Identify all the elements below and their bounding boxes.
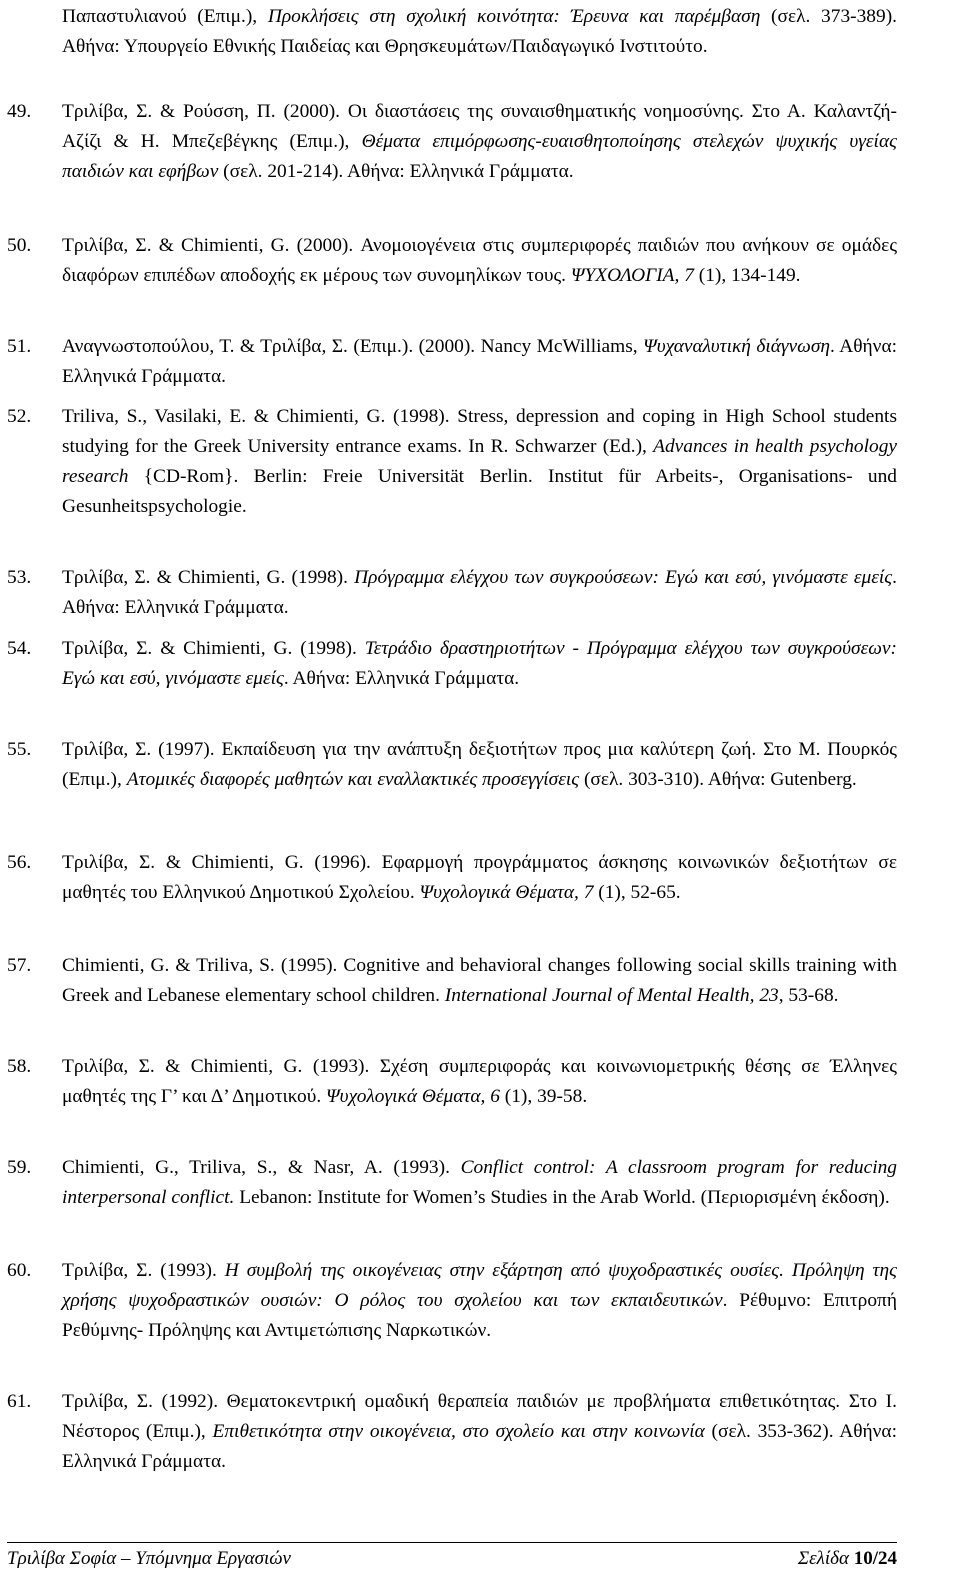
reference-53 <box>7 563 897 623</box>
reference-text: Παπαστυλιανού (Επιμ.), Προκλήσεις στη σχολική κοινότητα: Έρευνα και παρέμβαση (σελ. 373-389). Αθήνα: Υπουργείο Εθνικής Παιδείας και Θρησκευμάτων/Παιδαγωγικό Ινστιτούτο. <box>62 6 897 57</box>
reference-52 <box>7 402 897 522</box>
reference-number: 58. <box>7 1056 32 1077</box>
reference-51 <box>7 332 897 392</box>
reference-text: Τριλίβα, Σ. & Chimienti, G. (1998). Πρόγραμμα ελέγχου των συγκρούσεων: Εγώ και εσύ, γινόμαστε εμείς. Αθήνα: Ελληνικά Γράμματα. <box>62 567 897 618</box>
reference-text: Τριλίβα, Σ. (1992). Θεματοκεντρική ομαδική θεραπεία παιδιών με προβλήματα επιθετικότητας. Στο Ι. Νέστορος (Επιμ.), Επιθετικότητα στην οικογένεια, στο σχολείο και στην κοινωνία (σελ. 353-362). Αθήνα: Ελληνικά Γράμματα. <box>62 1391 897 1472</box>
footer-author: Τριλίβα Σοφία – Υπόμνημα Εργασιών <box>7 1548 291 1569</box>
reference-number: 61. <box>7 1391 32 1412</box>
reference-59 <box>7 1153 897 1213</box>
reference-number: 57. <box>7 955 32 976</box>
reference-number: 54. <box>7 638 32 659</box>
reference-number: 52. <box>7 406 32 427</box>
reference-text: Τριλίβα, Σ. (1993). Η συμβολή της οικογένειας στην εξάρτηση από ψυχοδραστικές ουσίες. Πρόληψη της χρήσης ψυχοδραστικών ουσιών: Ο ρόλος του σχολείου και των εκπαιδευτικών. Ρέθυμνο: Επιτροπή Ρεθύμνης- Πρόληψης και Αντιμετώπισης Ναρκωτικών. <box>62 1260 897 1341</box>
footer-page-indicator <box>798 1546 897 1572</box>
reference-number: 56. <box>7 852 32 873</box>
reference-text: Τριλίβα, Σ. (1997). Εκπαίδευση για την ανάπτυξη δεξιοτήτων προς μια καλύτερη ζωή. Στο Μ. Πουρκός (Επιμ.), Ατομικές διαφορές μαθητών και εναλλακτικές προσεγγίσεις (σελ. 303-310). Αθήνα: Gutenberg. <box>62 739 897 790</box>
reference-number: 59. <box>7 1157 32 1178</box>
reference-text: Triliva, S., Vasilaki, E. & Chimienti, G. (1998). Stress, depression and coping in High School students studying for the Greek University entrance exams. In R. Schwarzer (Ed.), Advances in health psychology research {CD-Rom}. Berlin: Freie Universität Berlin. Institut für Arbeits-, Organisations- und Gesunheitspsychologie. <box>62 406 897 517</box>
reference-54 <box>7 634 897 694</box>
reference-text: Τριλίβα, Σ. & Chimienti, G. (1996). Εφαρμογή προγράμματος άσκησης κοινωνικών δεξιοτήτων σε μαθητές του Ελληνικού Δημοτικού Σχολείου. Ψυχολογικά Θέματα, 7 (1), 52-65. <box>62 852 897 903</box>
reference-number: 50. <box>7 235 32 256</box>
reference-number: 49. <box>7 101 32 122</box>
reference-56 <box>7 848 897 908</box>
reference-58 <box>7 1052 897 1112</box>
reference-text: Τριλίβα, Σ. & Chimienti, G. (1993). Σχέση συμπεριφοράς και κοινωνιομετρικής θέσης σε Έλληνες μαθητές της Γ’ και Δ’ Δημοτικού. Ψυχολογικά Θέματα, 6 (1), 39-58. <box>62 1056 897 1107</box>
reference-text: Αναγνωστοπούλου, Τ. & Τριλίβα, Σ. (Επιμ.). (2000). Nancy McWilliams, Ψυχαναλυτική διάγνωση. Αθήνα: Ελληνικά Γράμματα. <box>62 336 898 387</box>
footer-page-word: Σελίδα <box>797 1548 849 1569</box>
footer-divider <box>7 1542 897 1543</box>
reference-number: 51. <box>7 336 32 357</box>
footer-page-number: 10/24 <box>853 1548 897 1569</box>
reference-57 <box>7 951 897 1011</box>
reference-49 <box>7 97 897 187</box>
reference-text: Chimienti, G. & Triliva, S. (1995). Cognitive and behavioral changes following social skills training with Greek and Lebanese elementary school children. International Journal of Mental Health, 23, 53-68. <box>62 955 897 1006</box>
reference-61 <box>7 1387 897 1477</box>
reference-continuation <box>7 2 897 62</box>
reference-text: Τριλίβα, Σ. & Chimienti, G. (2000). Ανομοιογένεια στις συμπεριφορές παιδιών που ανήκουν σε ομάδες διαφόρων επιπέδων αποδοχής εκ μέρους των συνομηλίκων τους. ΨΥΧΟΛΟΓΙΑ, 7 (1), 134-149. <box>62 235 897 286</box>
reference-number: 53. <box>7 567 32 588</box>
reference-number: 60. <box>7 1260 32 1281</box>
reference-50 <box>7 231 897 291</box>
reference-60 <box>7 1256 897 1346</box>
reference-55 <box>7 735 897 795</box>
reference-text: Τριλίβα, Σ. & Chimienti, G. (1998). Τετράδιο δραστηριοτήτων - Πρόγραμμα ελέγχου των συγκρούσεων: Εγώ και εσύ, γινόμαστε εμείς. Αθήνα: Ελληνικά Γράμματα. <box>62 638 897 689</box>
reference-number: 55. <box>7 739 32 760</box>
reference-text: Τριλίβα, Σ. & Ρούσση, Π. (2000). Οι διαστάσεις της συναισθηματικής νοημοσύνης. Στο Α. Καλαντζή-Αζίζι & Η. Μπεζεβέγκης (Επιμ.), Θέματα επιμόρφωσης-ευαισθητοποίησης στελεχών ψυχικής υγείας παιδιών και εφήβων (σελ. 201-214). Αθήνα: Ελληνικά Γράμματα. <box>62 101 897 182</box>
reference-text: Chimienti, G., Triliva, S., & Nasr, A. (1993). Conflict control: A classroom program for reducing interpersonal conflict. Lebanon: Institute for Women’s Studies in the Arab World. (Περιορισμένη έκδοση). <box>62 1157 897 1208</box>
